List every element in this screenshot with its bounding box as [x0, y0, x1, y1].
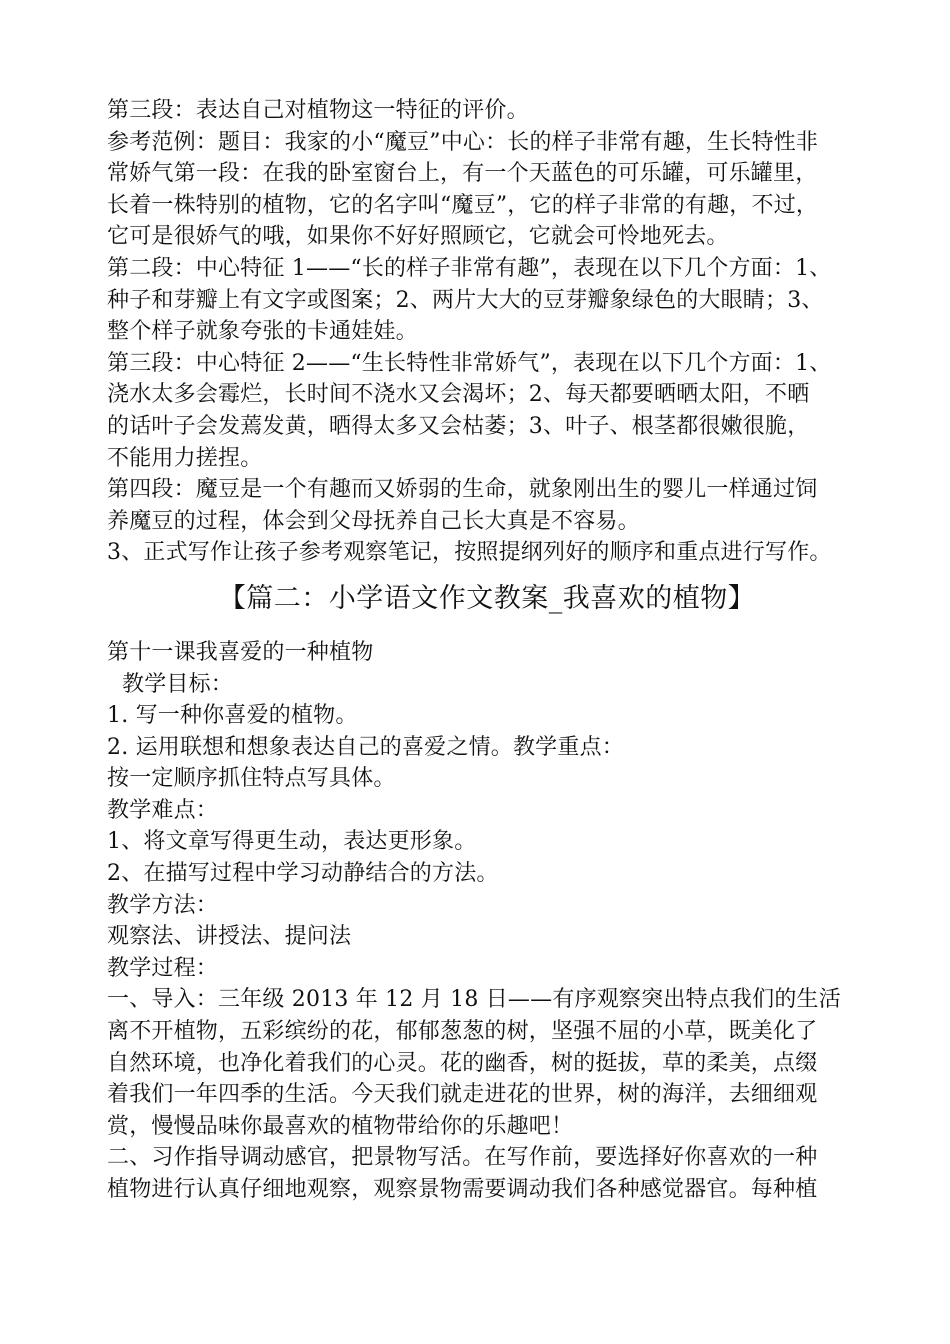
text-line: 它可是很娇气的哦，如果你不好好照顾它，它就会可怜地死去。 [107, 224, 729, 250]
text-line: 植物进行认真仔细地观察，观察景物需要调动我们各种感觉器官。每种植 [107, 1177, 818, 1202]
text-line: 观察法、讲授法、提问法 [107, 924, 352, 950]
text-line: 着我们一年四季的生活。今天我们就走进花的世界，树的海洋，去细细观 [107, 1082, 818, 1108]
text-line: 3、正式写作让孩子参考观察笔记，按照提纲列好的顺序和重点进行写作。 [107, 540, 832, 566]
text-line: 第二段：中心特征 1——“长的样子非常有趣”，表现在以下几个方面：1、 [107, 255, 832, 281]
section-one [107, 95, 867, 569]
text-line: 1. 写一种你喜爱的植物。 [107, 703, 358, 729]
document-page [107, 95, 867, 1206]
text-line: 参考范例：题目：我家的小“魔豆”中心：长的样子非常有趣，生长特性非 [107, 129, 819, 155]
text-line: 浇水太多会霉烂，长时间不浇水又会渴坏；2、每天都要晒晒太阳，不晒 [107, 382, 810, 408]
text-line: 按一定顺序抓住特点写具体。 [107, 766, 396, 792]
text-line: 种子和芽瓣上有文字或图案；2、两片大大的豆芽瓣象绿色的大眼睛；3、 [107, 287, 824, 313]
text-line: 教学目标： [122, 671, 234, 697]
text-line: 第三段：中心特征 2——“生长特性非常娇气”，表现在以下几个方面：1、 [107, 350, 832, 376]
text-line: 离不开植物，五彩缤纷的花，郁郁葱葱的树，坚强不屈的小草，既美化了 [107, 1019, 818, 1045]
text-line: 第三段：表达自己对植物这一特征的评价。 [107, 98, 529, 123]
text-line: 常娇气第一段：在我的卧室窗台上，有一个天蓝色的可乐罐，可乐罐里， [107, 161, 818, 187]
text-line: 1、将文章写得更生动，表达更形象。 [107, 829, 477, 855]
text-line: 教学过程： [107, 955, 219, 981]
lesson-title: 第十一课我喜爱的一种植物 [107, 639, 374, 665]
text-line: 的话叶子会发蔫发黄，晒得太多又会枯萎；3、叶子、根茎都很嫩很脆， [107, 413, 810, 439]
text-line: 赏，慢慢品味你最喜欢的植物带给你的乐趣吧！ [107, 1113, 574, 1139]
text-line: 长着一株特别的植物，它的名字叫“魔豆”，它的样子非常的有趣，不过， [107, 192, 819, 218]
section-heading: 【篇二：小学语文作文教案_我喜欢的植物】 [218, 582, 756, 614]
text-line: 一、导入：三年级 2013 年 12 月 18 日——有序观察突出特点我们的生活 [107, 987, 841, 1013]
text-line: 整个样子就象夸张的卡通娃娃。 [107, 319, 418, 345]
text-line: 二、习作指导调动感官，把景物写活。在写作前，要选择好你喜欢的一种 [107, 1145, 818, 1171]
section-two [107, 637, 867, 1206]
text-line: 2. 运用联想和想象表达自己的喜爱之情。教学重点： [107, 734, 624, 760]
text-line: 自然环境，也净化着我们的心灵。花的幽香，树的挺拔，草的柔美，点缀 [107, 1050, 818, 1076]
text-line: 不能用力搓捏。 [107, 445, 263, 471]
text-line: 教学方法： [107, 892, 219, 918]
text-line: 养魔豆的过程，体会到父母抚养自己长大真是不容易。 [107, 508, 640, 534]
text-line: 2、在描写过程中学习动静结合的方法。 [107, 861, 499, 887]
text-line: 教学难点： [107, 797, 219, 823]
text-line: 第四段：魔豆是一个有趣而又娇弱的生命，就象刚出生的婴儿一样通过饲 [107, 477, 818, 503]
